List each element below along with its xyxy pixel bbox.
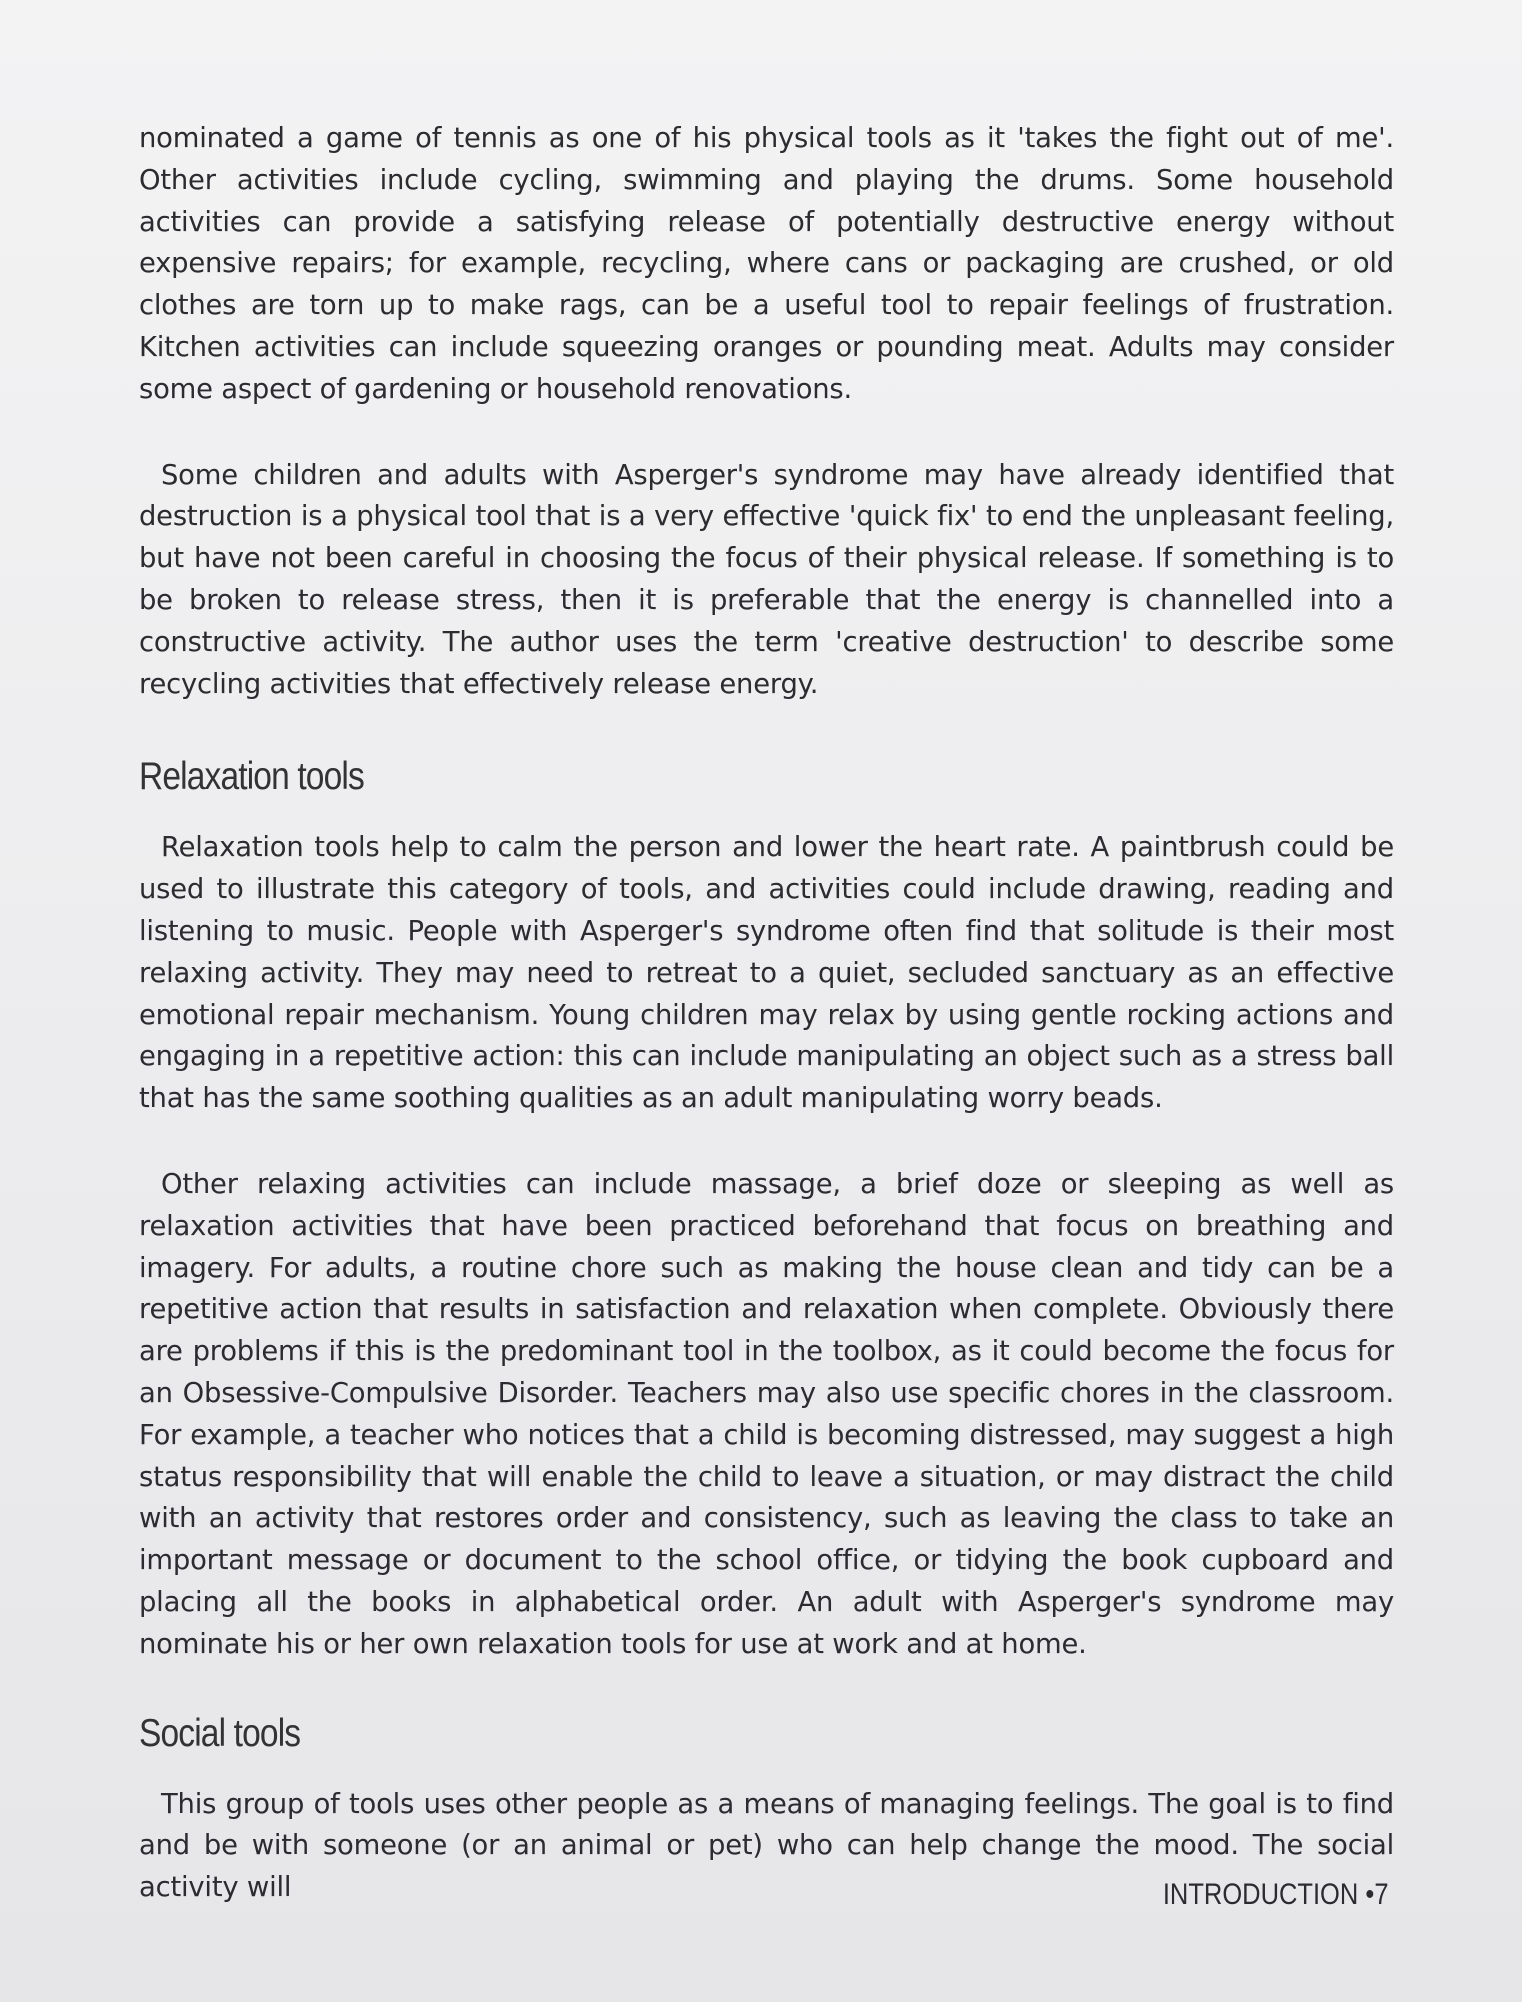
heading-relaxation-tools: Relaxation tools <box>139 755 364 799</box>
paragraph-social-tools: This group of tools uses other people as a means of managing feelings. The goal is to find and be with someone (or an animal or pet) who can help change the mood. The social activity will <box>139 1788 1394 1904</box>
heading-social-tools: Social tools <box>139 1711 301 1755</box>
paragraph-relaxation-tools: Relaxation tools help to calm the person and lower the heart rate. A paintbrush could be used to illustrate this category of tools, and activities could include drawing, reading and listening to music. People with Asperger's syndrome often find that solitude is their most relaxing activity. They may need to retreat to a quiet, secluded sanctuary as an effective emotional repair mechanism. Young children may relax by using gentle rocking actions and engaging in a repetitive action: this can include manipulating an object such as a stress ball that has the same soothing qualities as an adult manipulating worry beads. <box>139 832 1394 1115</box>
paragraph-other-relaxing-activities: Other relaxing activities can include massage, a brief doze or sleeping as well as relaxation activities that have been practiced beforehand that focus on breathing and imagery. For adults, a routine chore such as making the house clean and tidy can be a repetitive action that results in satisfaction and relaxation when complete. Obviously there are problems if this is the predominant tool in the toolbox, as it could become the focus for an Obsessive-Compulsive Disorder. Teachers may also use specific chores in the classroom. For example, a teacher who notices that a child is becoming distressed, may suggest a high status responsibility that will enable the child to leave a situation, or may distract the child with an activity that restores order and consistency, such as leaving the class to take an important message or document to the school office, or tidying the book cupboard and placing all the books in alphabetical order. An adult with Asperger's syndrome may nominate his or her own relaxation tools for use at work and at home. <box>139 1168 1394 1660</box>
running-footer-page-number: INTRODUCTION •7 <box>1163 1878 1389 1911</box>
paragraph-creative-destruction: Some children and adults with Asperger's syndrome may have already identified that destruction is a physical tool that is a very effective 'quick fix' to end the unpleasant feeling, but have not been careful in choosing the focus of their physical release. If something is to be broken to release stress, then it is preferable that the energy is channelled into a constructive activity. The author uses the term 'creative destruction' to describe some recycling activities that effectively release energy. <box>139 459 1394 700</box>
page-body <box>139 118 1394 1909</box>
paragraph-physical-tools-continued: nominated a game of tennis as one of his physical tools as it 'takes the fight out of me'. Other activities include cycling, swimming and playing the drums. Some household activities can provide a satisfying release of potentially destructive energy without expensive repairs; for example, recycling, where cans or packaging are crushed, or old clothes are torn up to make rags, can be a useful tool to repair feelings of frustration. Kitchen activities can include squeezing oranges or pounding meat. Adults may consider some aspect of gardening or household renovations. <box>139 123 1394 405</box>
